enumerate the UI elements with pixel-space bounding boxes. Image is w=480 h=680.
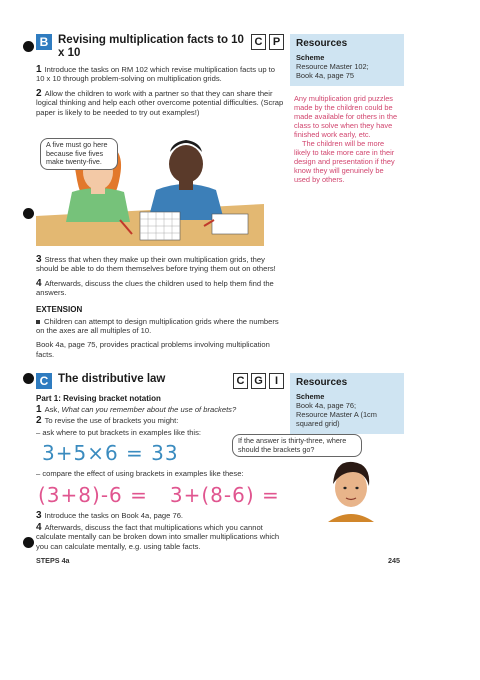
tag-p: P	[269, 34, 284, 50]
section-b-header	[36, 34, 284, 60]
section-title: Revising multiplication facts to 10 x 10	[58, 34, 244, 59]
speech-text: If the answer is thirty-three, where should the brackets go?	[238, 436, 347, 454]
section-letter: C	[36, 373, 52, 389]
step-text: Afterwards, discuss the fact that multiplications which you cannot calculate mentally can be broken down into smaller multiplications which you can calculate mentally, e.g. using table facts.	[36, 523, 280, 551]
step-number: 3	[36, 509, 42, 521]
tag-i: I	[269, 373, 284, 389]
tag-c: C	[233, 373, 248, 389]
section-c	[36, 373, 284, 551]
dash-item: – compare the effect of using brackets in examples like these:	[36, 469, 244, 479]
resources-title: Resources	[296, 38, 348, 49]
resources-b	[290, 34, 404, 184]
part-heading: Part 1: Revising bracket notation	[36, 394, 161, 403]
dash-item: – ask where to put brackets in examples like this:	[36, 427, 202, 437]
footer-book-label: STEPS 4a	[36, 556, 70, 565]
step-number: 2	[36, 415, 42, 427]
punch-hole-1	[23, 41, 34, 52]
step-number: 3	[36, 254, 42, 265]
step-text: Ask,	[44, 405, 62, 414]
punch-hole-2	[23, 208, 34, 219]
expression-row	[38, 483, 284, 507]
resource-line: Book 4a, page 76;	[296, 401, 356, 410]
step-text: Stress that when they make up their own multiplication grids, they should be able to do them themselves before trying them out on others!	[36, 255, 276, 274]
handwritten-expression: 3+5×6 = 33	[42, 441, 179, 466]
step-1	[36, 405, 284, 414]
step-number: 2	[36, 87, 42, 99]
resources-box	[290, 34, 404, 86]
speech-text: A five must go here because five fives make twenty-five.	[46, 140, 108, 167]
extension-reference: Book 4a, page 75, provides practical problems involving multiplication facts.	[36, 340, 270, 359]
tag-c: C	[251, 34, 266, 50]
step-number: 4	[36, 277, 42, 289]
section-letter: B	[36, 34, 52, 50]
resources-c	[290, 373, 404, 434]
page-number: 245	[388, 556, 400, 565]
step-question: What can you remember about the use of brackets?	[61, 405, 237, 414]
resources-box	[290, 373, 404, 434]
section-b-continued	[36, 250, 284, 359]
handwritten-expression: 3+(8-6) =	[169, 482, 280, 507]
step-1	[36, 65, 284, 84]
step-4	[36, 279, 284, 298]
punch-hole-3	[23, 373, 34, 384]
step-2	[36, 416, 284, 425]
resources-subtitle: Scheme	[296, 53, 325, 62]
teacher-face-illustration	[318, 456, 384, 522]
step-text: Introduce the tasks on RM 102 which revise multiplication facts up to 10 x 10 through problem-solving on multiplication grids.	[36, 65, 276, 84]
step-text: To revise the use of brackets you might:	[44, 416, 179, 426]
bullet-icon	[36, 320, 40, 324]
illustration-teacher	[318, 456, 384, 522]
punch-hole-4	[23, 537, 34, 548]
resources-subtitle: Scheme	[296, 392, 325, 401]
teacher-note: Any multiplication grid puzzles made by the children could be made available for others in the class to solve when they have finished work early, etc.	[294, 94, 398, 139]
tag-group	[233, 373, 284, 389]
step-text: Afterwards, discuss the clues the children used to help them find the answers.	[36, 278, 274, 298]
step-3	[36, 255, 284, 274]
tag-g: G	[251, 373, 266, 389]
step-text: Allow the children to work with a partner so that they can share their logical thinking and help each other overcome potential difficulties. (Scrap paper is likely to be needed to try out examples!)	[36, 88, 284, 117]
resources-title: Resources	[296, 377, 348, 388]
section-b	[36, 34, 284, 117]
extension-body: Children can attempt to design multiplication grids where the numbers on the axes are all multiples of 10.	[36, 316, 279, 336]
resource-line: Resource Master A (1cm squared grid)	[296, 410, 377, 428]
resource-line: Book 4a, page 75	[296, 71, 354, 80]
speech-bubble-teacher	[232, 434, 362, 457]
handwritten-expression: (3+8)-6 =	[38, 482, 148, 507]
step-number: 1	[36, 404, 42, 415]
resource-line: Resource Master 102;	[296, 62, 369, 71]
speech-bubble-girl	[40, 138, 118, 170]
tag-group	[251, 34, 284, 50]
step-2	[36, 89, 284, 117]
step-3	[36, 511, 284, 520]
step-4	[36, 523, 284, 551]
step-number: 4	[36, 522, 42, 534]
step-text: Introduce the tasks on Book 4a, page 76.	[44, 510, 184, 520]
section-title: The distributive law	[58, 373, 166, 385]
extension-heading: EXTENSION	[36, 304, 83, 314]
section-c-header	[36, 373, 284, 389]
step-number: 1	[36, 64, 42, 75]
extension-text	[36, 317, 284, 336]
teacher-note: The children will be more likely to take more care in their design and presentation if they know they will genuinely be used by others.	[294, 139, 395, 184]
